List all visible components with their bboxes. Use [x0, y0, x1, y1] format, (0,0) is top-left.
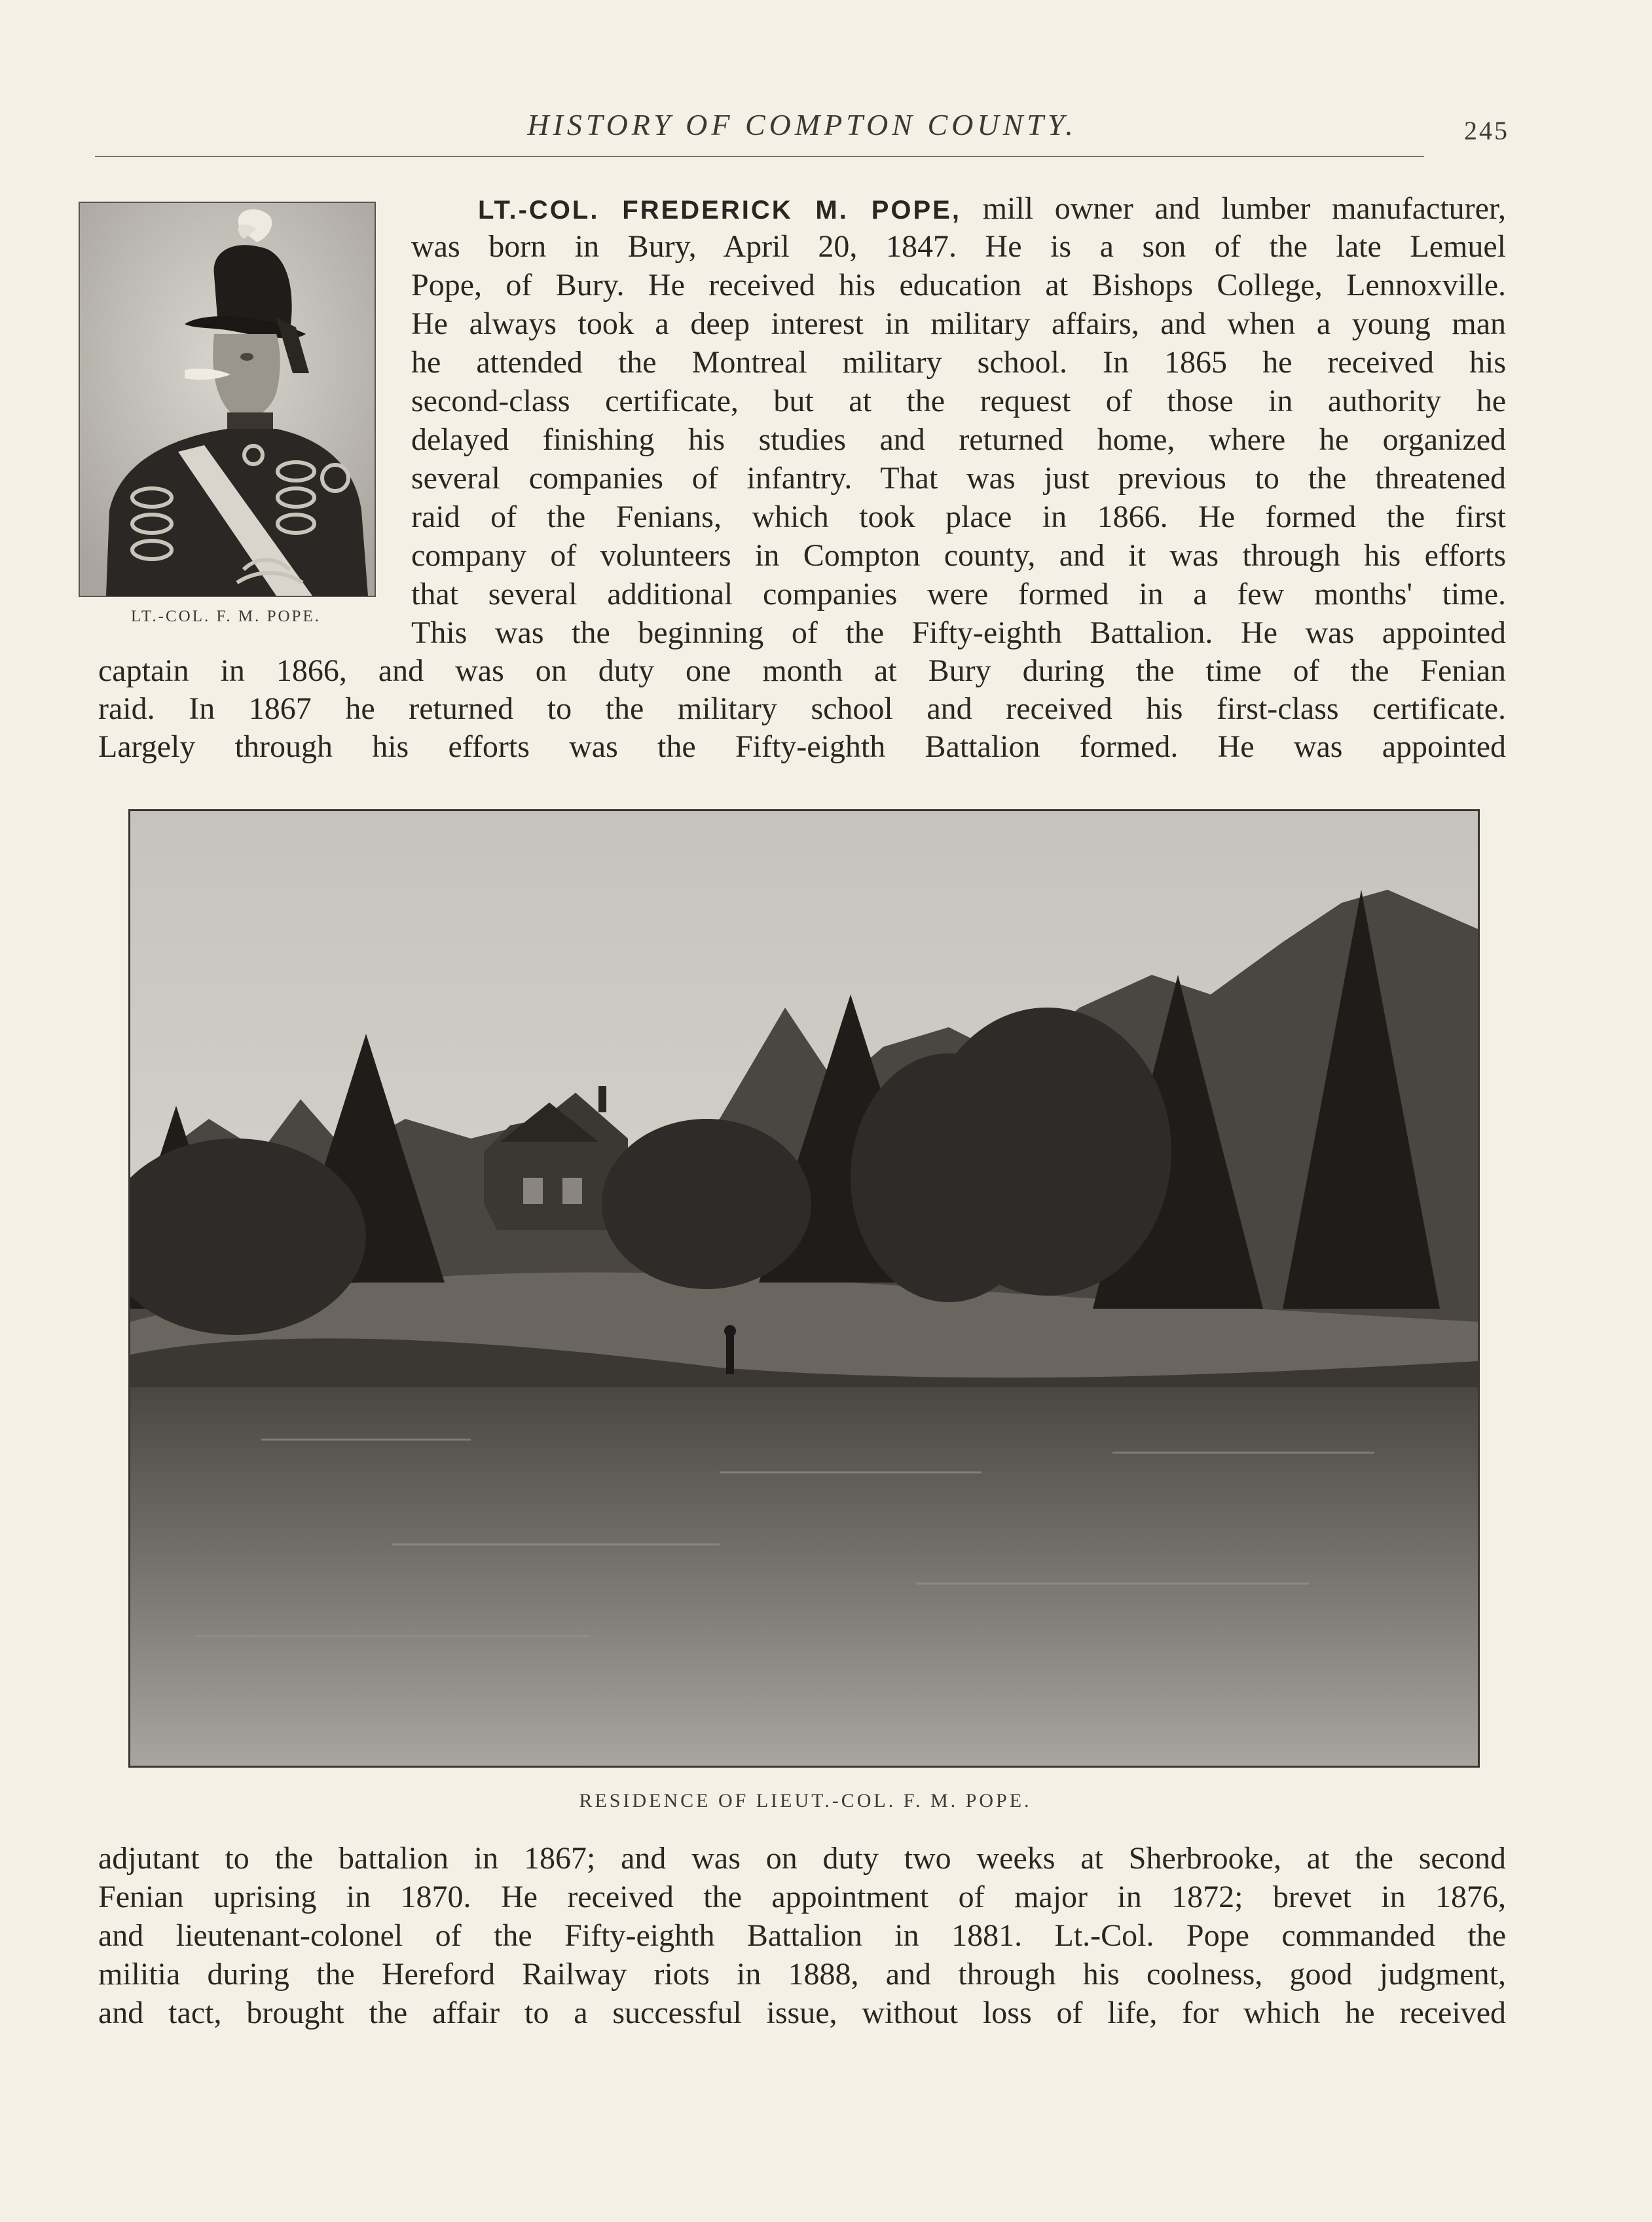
text-line: several companies of infantry. That was just previous to the threatened — [411, 461, 1506, 496]
text-line: raid. In 1867 he returned to the military school and received his first-class certificate. — [98, 691, 1506, 726]
text-line: raid of the Fenians, which took place in 1866. He formed the first — [411, 500, 1506, 534]
text-line: Pope, of Bury. He received his education at Bishops College, Lennoxville. — [411, 268, 1506, 302]
text-line: adjutant to the battalion in 1867; and was on duty two weeks at Sherbrooke, at the second — [98, 1841, 1506, 1876]
running-head — [0, 105, 1652, 157]
text-line: militia during the Hereford Railway riots in 1888, and through his coolness, good judgment, — [98, 1957, 1506, 1992]
text-line: captain in 1866, and was on duty one month at Bury during the time of the Fenian — [98, 653, 1506, 688]
text-line: that several additional companies were formed in a few months' time. — [411, 577, 1506, 611]
biography-first-line — [478, 190, 1506, 228]
text-line: Largely through his efforts was the Fifty-eighth Battalion formed. He was appointed — [98, 729, 1506, 764]
photo-caption: RESIDENCE OF LIEUT.-COL. F. M. POPE. — [579, 1790, 1032, 1812]
text-line: delayed finishing his studies and returned home, where he organized — [411, 422, 1506, 457]
text-line: company of volunteers in Compton county, and it was through his efforts — [411, 538, 1506, 573]
residence-photo — [128, 809, 1480, 1768]
text-line: second-class certificate, but at the request of those in authority he — [411, 384, 1506, 418]
portrait-illustration — [80, 203, 375, 596]
text-line: He always took a deep interest in military affairs, and when a young man — [411, 306, 1506, 341]
text-line: Fenian uprising in 1870. He received the appointment of major in 1872; brevet in 1876, — [98, 1880, 1506, 1914]
text-line: mill owner and lumber manufacturer, — [982, 191, 1507, 226]
portrait-caption: LT.-COL. F. M. POPE. — [131, 608, 321, 625]
header-rule — [95, 156, 1424, 157]
residence-illustration — [130, 811, 1478, 1766]
text-line: and lieutenant-colonel of the Fifty-eighth Battalion in 1881. Lt.-Col. Pope commanded the — [98, 1918, 1506, 1953]
text-line: was born in Bury, April 20, 1847. He is a son of the late Lemuel — [411, 229, 1506, 264]
text-line: he attended the Montreal military school. In 1865 he received his — [411, 345, 1506, 380]
running-title: HISTORY OF COMPTON COUNTY. — [527, 108, 1077, 141]
text-line: and tact, brought the affair to a successful issue, without loss of life, for which he received — [98, 1995, 1506, 2030]
subject-name: LT.-COL. FREDERICK M. POPE, — [478, 196, 961, 225]
page-number: 245 — [1464, 116, 1509, 145]
text-line: This was the beginning of the Fifty-eighth Battalion. He was appointed — [411, 615, 1506, 650]
portrait-photo — [79, 202, 376, 597]
